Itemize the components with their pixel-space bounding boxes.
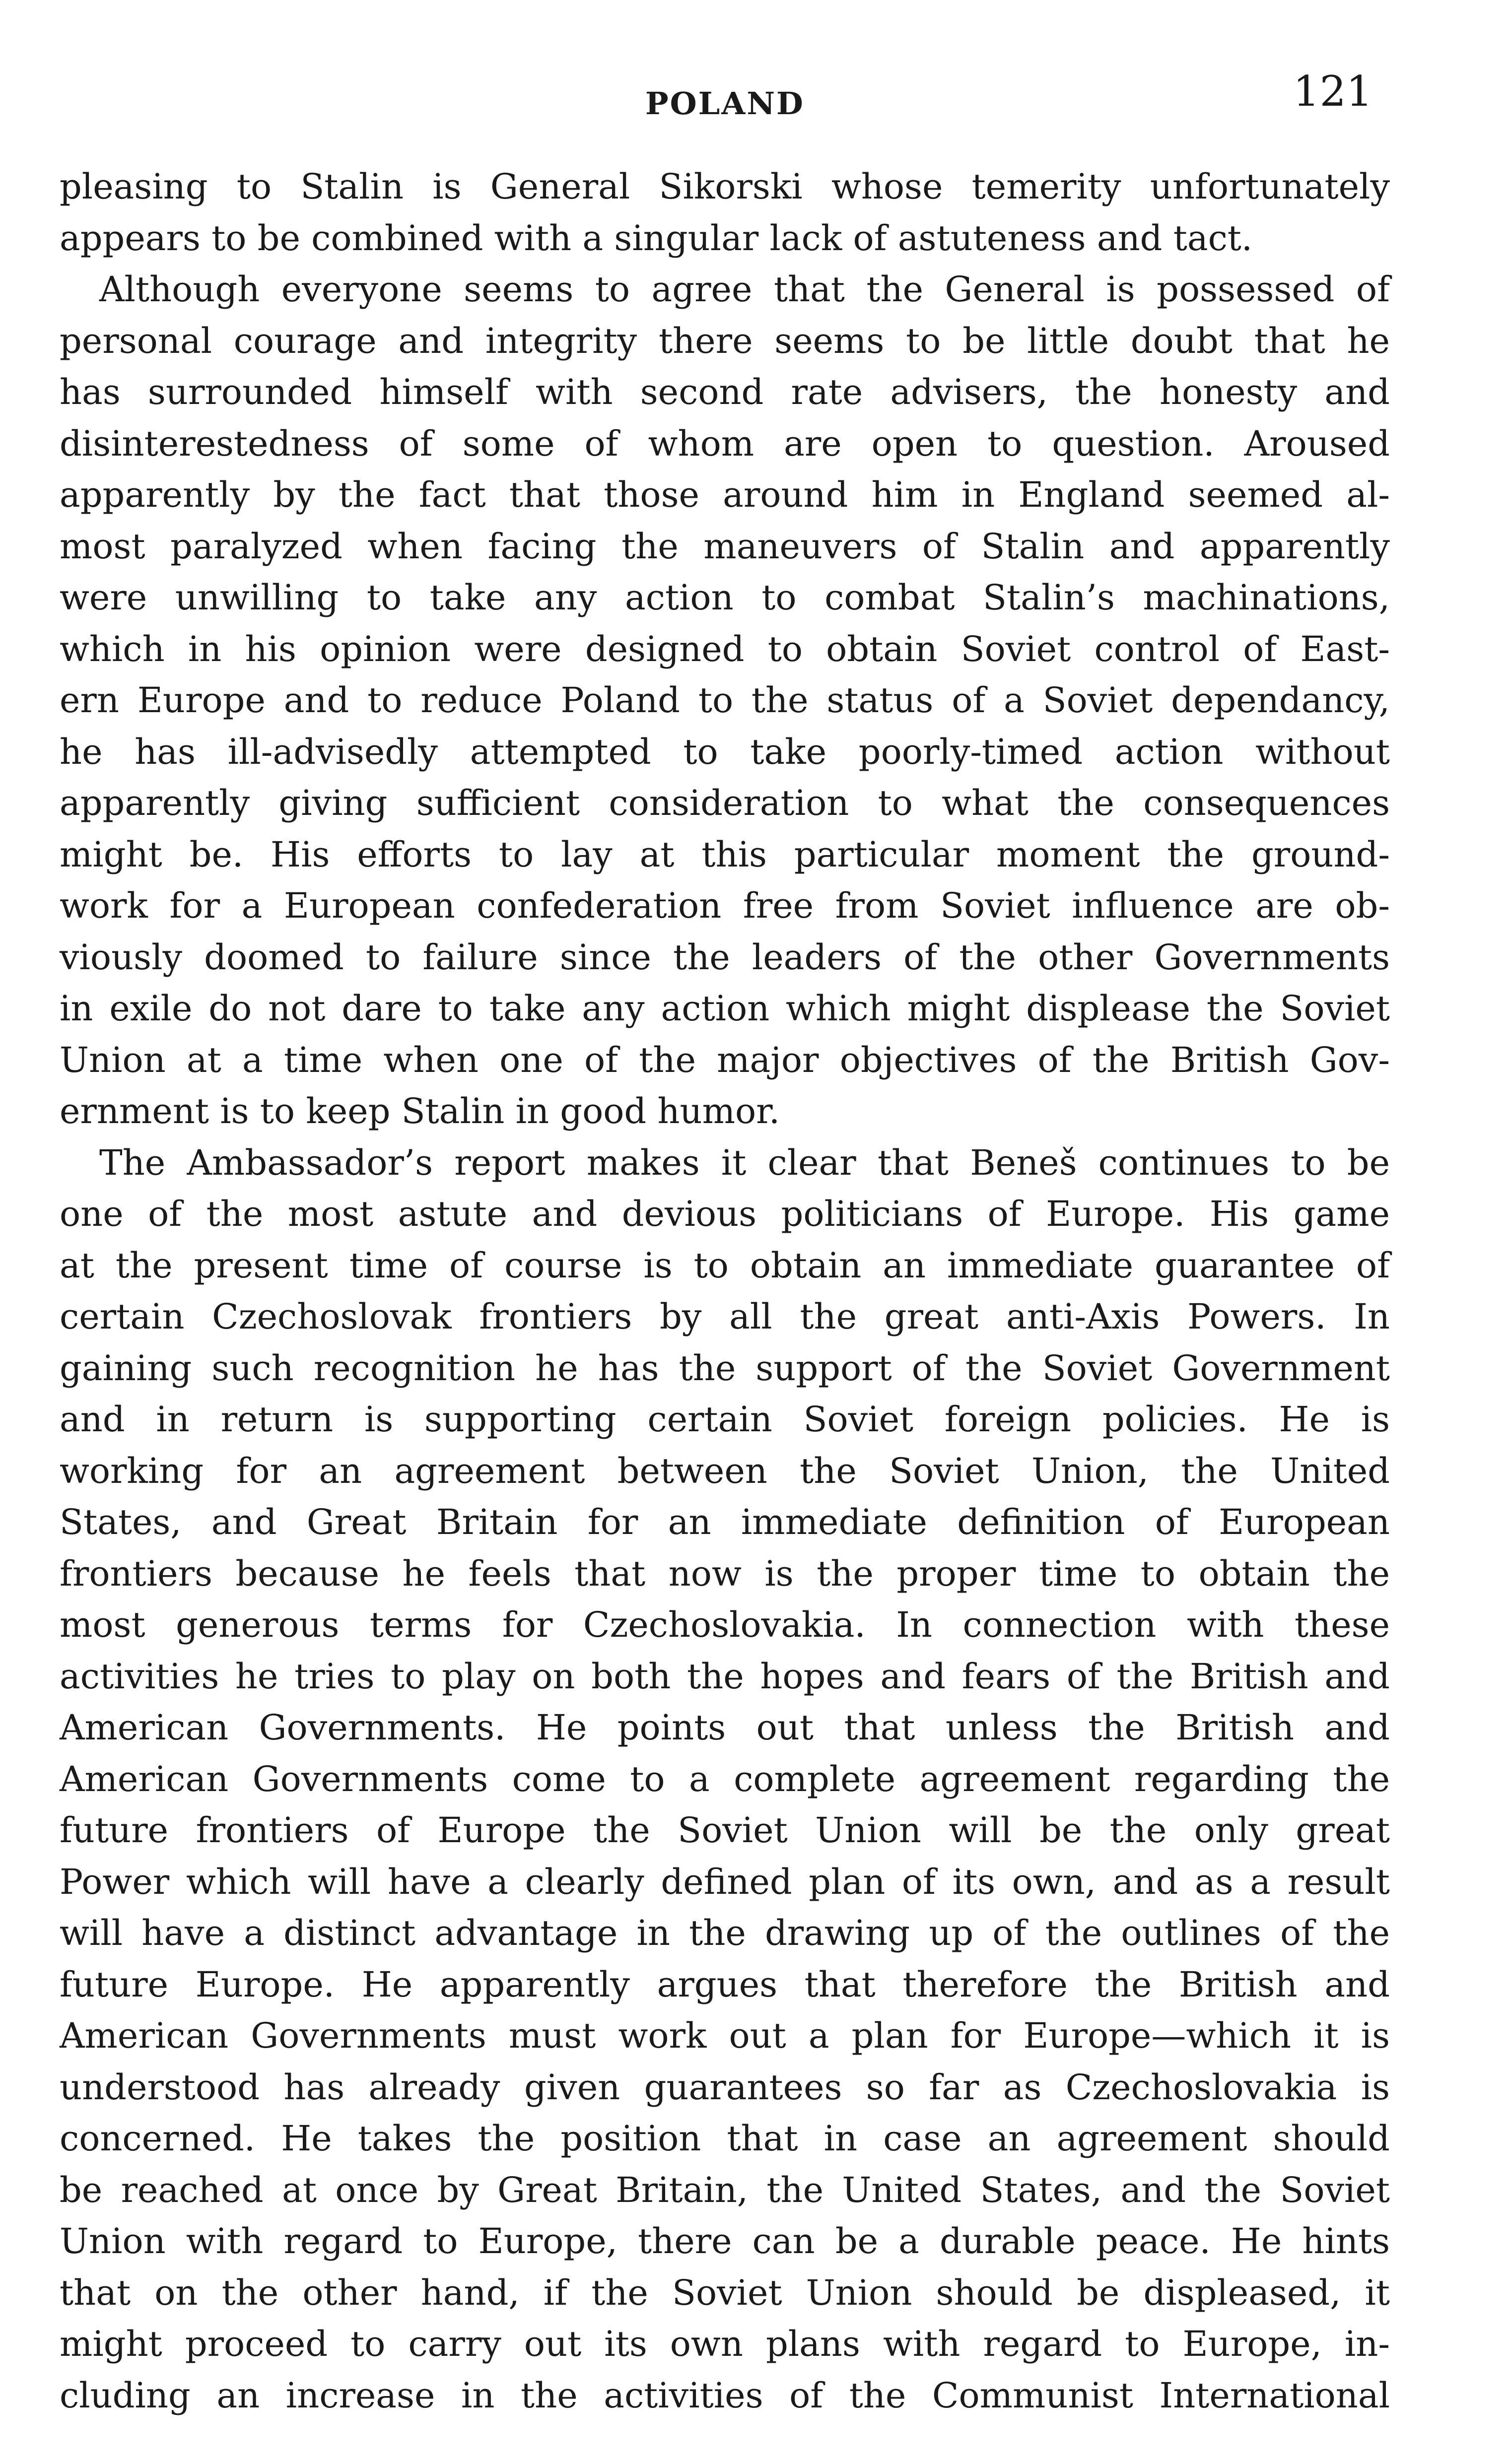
text-line: disinterestedness of some of whom are open to question. Aroused xyxy=(60,423,1390,464)
text-line: States, and Great Britain for an immediate definition of European xyxy=(60,1502,1390,1542)
body-text xyxy=(60,161,1390,2421)
text-line: activities he tries to play on both the hopes and fears of the British and xyxy=(60,1656,1390,1697)
text-line: one of the most astute and devious politicians of Europe. His game xyxy=(60,1194,1390,1234)
text-line: concerned. He takes the position that in case an agreement should xyxy=(60,2118,1390,2159)
running-head: POLAND xyxy=(645,85,805,122)
text-line: he has ill-advisedly attempted to take poorly-timed action without xyxy=(60,731,1390,772)
text-line: apparently by the fact that those around him in England seemed al- xyxy=(60,474,1390,515)
text-line: be reached at once by Great Britain, the United States, and the Soviet xyxy=(60,2169,1390,2210)
text-line: future Europe. He apparently argues that therefore the British and xyxy=(60,1964,1390,2005)
text-line: Power which will have a clearly defined plan of its own, and as a result xyxy=(60,1861,1390,1902)
text-line: Although everyone seems to agree that the General is possessed of xyxy=(99,269,1390,310)
text-line: frontiers because he feels that now is the proper time to obtain the xyxy=(60,1553,1390,1594)
text-line: pleasing to Stalin is General Sikorski whose temerity unfortunately xyxy=(60,166,1390,207)
text-line: viously doomed to failure since the leaders of the other Governments xyxy=(60,936,1390,978)
text-line: personal courage and integrity there seems to be little doubt that he xyxy=(60,320,1390,361)
text-line: might be. His efforts to lay at this particular moment the ground- xyxy=(60,834,1390,875)
text-line: American Governments must work out a plan for Europe—which it is xyxy=(60,2015,1390,2056)
text-line: American Governments come to a complete agreement regarding the xyxy=(60,1758,1390,1799)
text-line: ern Europe and to reduce Poland to the status of a Soviet dependancy, xyxy=(60,680,1390,721)
text-line: The Ambassador’s report makes it clear that Beneš continues to be xyxy=(99,1142,1390,1183)
text-line: working for an agreement between the Soviet Union, the United xyxy=(60,1450,1390,1491)
text-line: were unwilling to take any action to combat Stalin’s machinations, xyxy=(60,577,1390,618)
text-line: apparently giving sufficient consideration to what the consequences xyxy=(60,783,1390,823)
text-line: might proceed to carry out its own plans with regard to Europe, in- xyxy=(60,2324,1390,2364)
text-line: Union at a time when one of the major objectives of the British Gov- xyxy=(60,1039,1390,1080)
text-line: work for a European confederation free from Soviet influence are ob- xyxy=(60,885,1390,926)
text-line: most generous terms for Czechoslovakia. In connection with these xyxy=(60,1604,1390,1645)
text-line: cluding an increase in the activities of the Communist International xyxy=(60,2375,1390,2416)
text-line: has surrounded himself with second rate advisers, the honesty and xyxy=(60,372,1390,412)
text-line: which in his opinion were designed to obtain Soviet control of East- xyxy=(60,628,1390,669)
text-line: future frontiers of Europe the Soviet Union will be the only great xyxy=(60,1810,1390,1851)
text-line: understood has already given guarantees so far as Czechoslovakia is xyxy=(60,2066,1390,2108)
text-line: Union with regard to Europe, there can be a durable peace. He hints xyxy=(60,2221,1390,2262)
text-line: and in return is supporting certain Soviet foreign policies. He is xyxy=(60,1399,1390,1440)
text-line: appears to be combined with a singular lack of astuteness and tact. xyxy=(60,217,1253,259)
text-line: certain Czechoslovak frontiers by all the great anti-Axis Powers. In xyxy=(60,1296,1390,1337)
text-line: that on the other hand, if the Soviet Union should be displeased, it xyxy=(60,2272,1390,2313)
page-number: 121 xyxy=(1293,67,1373,116)
text-line: American Governments. He points out that unless the British and xyxy=(60,1707,1390,1748)
text-line: in exile do not dare to take any action which might displease the Soviet xyxy=(60,988,1390,1029)
text-line: will have a distinct advantage in the drawing up of the outlines of the xyxy=(60,1913,1390,1953)
text-line: gaining such recognition he has the support of the Soviet Government xyxy=(60,1347,1390,1389)
text-line: at the present time of course is to obtain an immediate guarantee of xyxy=(60,1245,1390,1286)
text-line: ernment is to keep Stalin in good humor. xyxy=(60,1091,780,1132)
text-line: most paralyzed when facing the maneuvers of Stalin and apparently xyxy=(60,526,1390,567)
